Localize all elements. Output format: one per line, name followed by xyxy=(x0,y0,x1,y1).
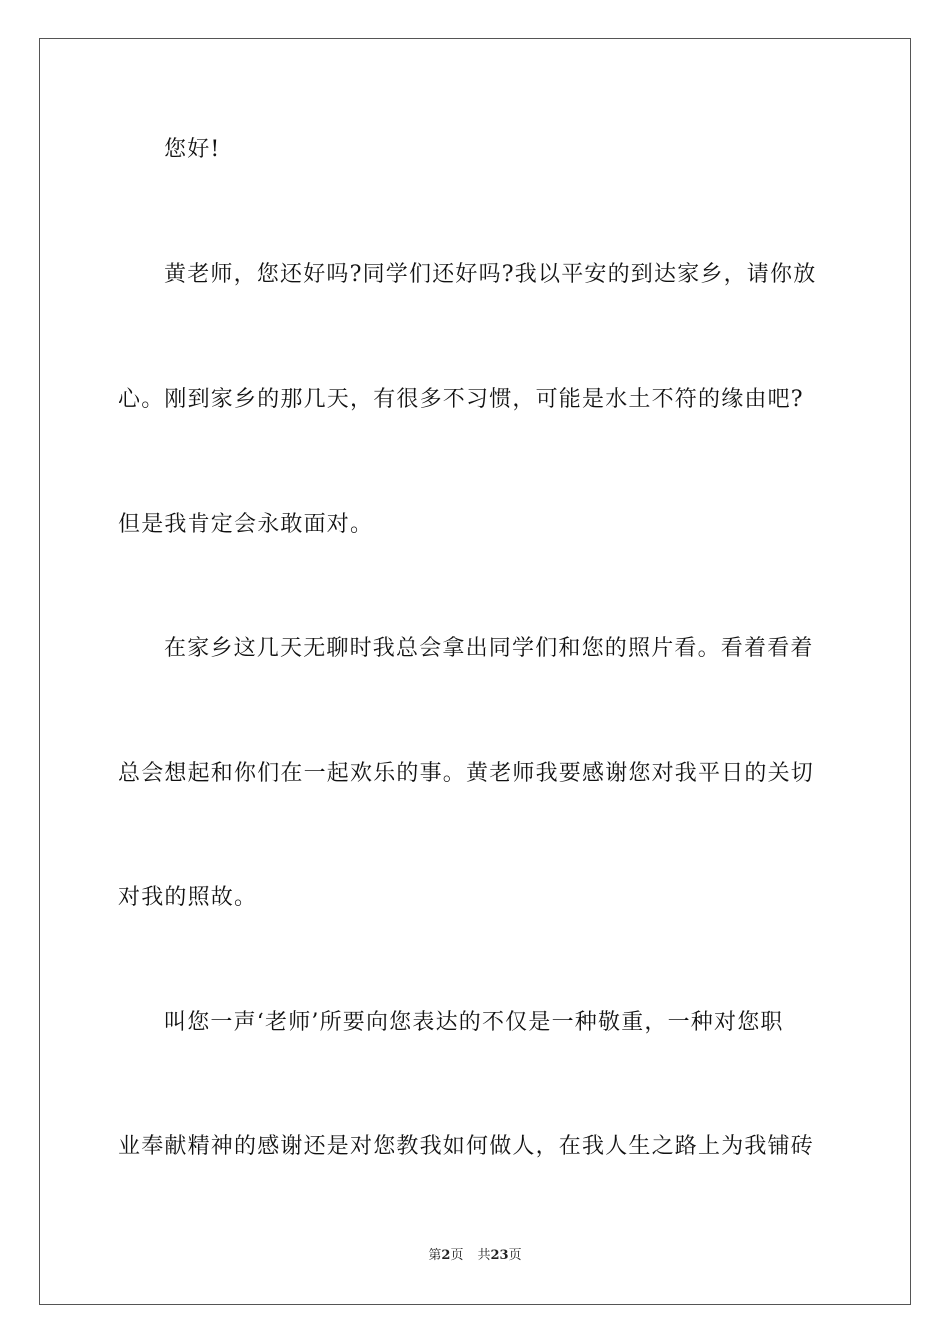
greeting-line: 您好! xyxy=(164,137,221,162)
paragraph-2-line-2: 总会想起和你们在一起欢乐的事。黄老师我要感谢您对我平日的关切 xyxy=(118,761,815,786)
paragraph-2-line-1: 在家乡这几天无聊时我总会拿出同学们和您的照片看。看着看着 xyxy=(164,636,814,661)
page-frame xyxy=(39,38,911,1305)
paragraph-1-line-1: 黄老师，您还好吗?同学们还好吗?我以平安的到达家乡，请你放 xyxy=(164,262,817,287)
total-suffix: 页 xyxy=(508,1248,522,1263)
total-pages: 23 xyxy=(490,1248,509,1263)
page-prefix: 第 xyxy=(428,1248,442,1263)
paragraph-1-line-3: 但是我肯定会永敢面对。 xyxy=(118,512,374,537)
total-prefix: 共 xyxy=(477,1248,491,1263)
page-footer xyxy=(0,1247,950,1265)
page-suffix: 页 xyxy=(450,1248,464,1263)
paragraph-2-line-3: 对我的照故。 xyxy=(118,885,258,910)
page-number: 2 xyxy=(441,1248,451,1263)
paragraph-3-line-2: 业奉献精神的感谢还是对您教我如何做人，在我人生之路上为我铺砖 xyxy=(118,1134,815,1159)
paragraph-3-line-1: 叫您一声‘老师’所要向您表达的不仅是一种敬重，一种对您职 xyxy=(164,1010,784,1035)
paragraph-1-line-2: 心。刚到家乡的那几天，有很多不习惯，可能是水土不符的缘由吧? xyxy=(118,387,804,412)
